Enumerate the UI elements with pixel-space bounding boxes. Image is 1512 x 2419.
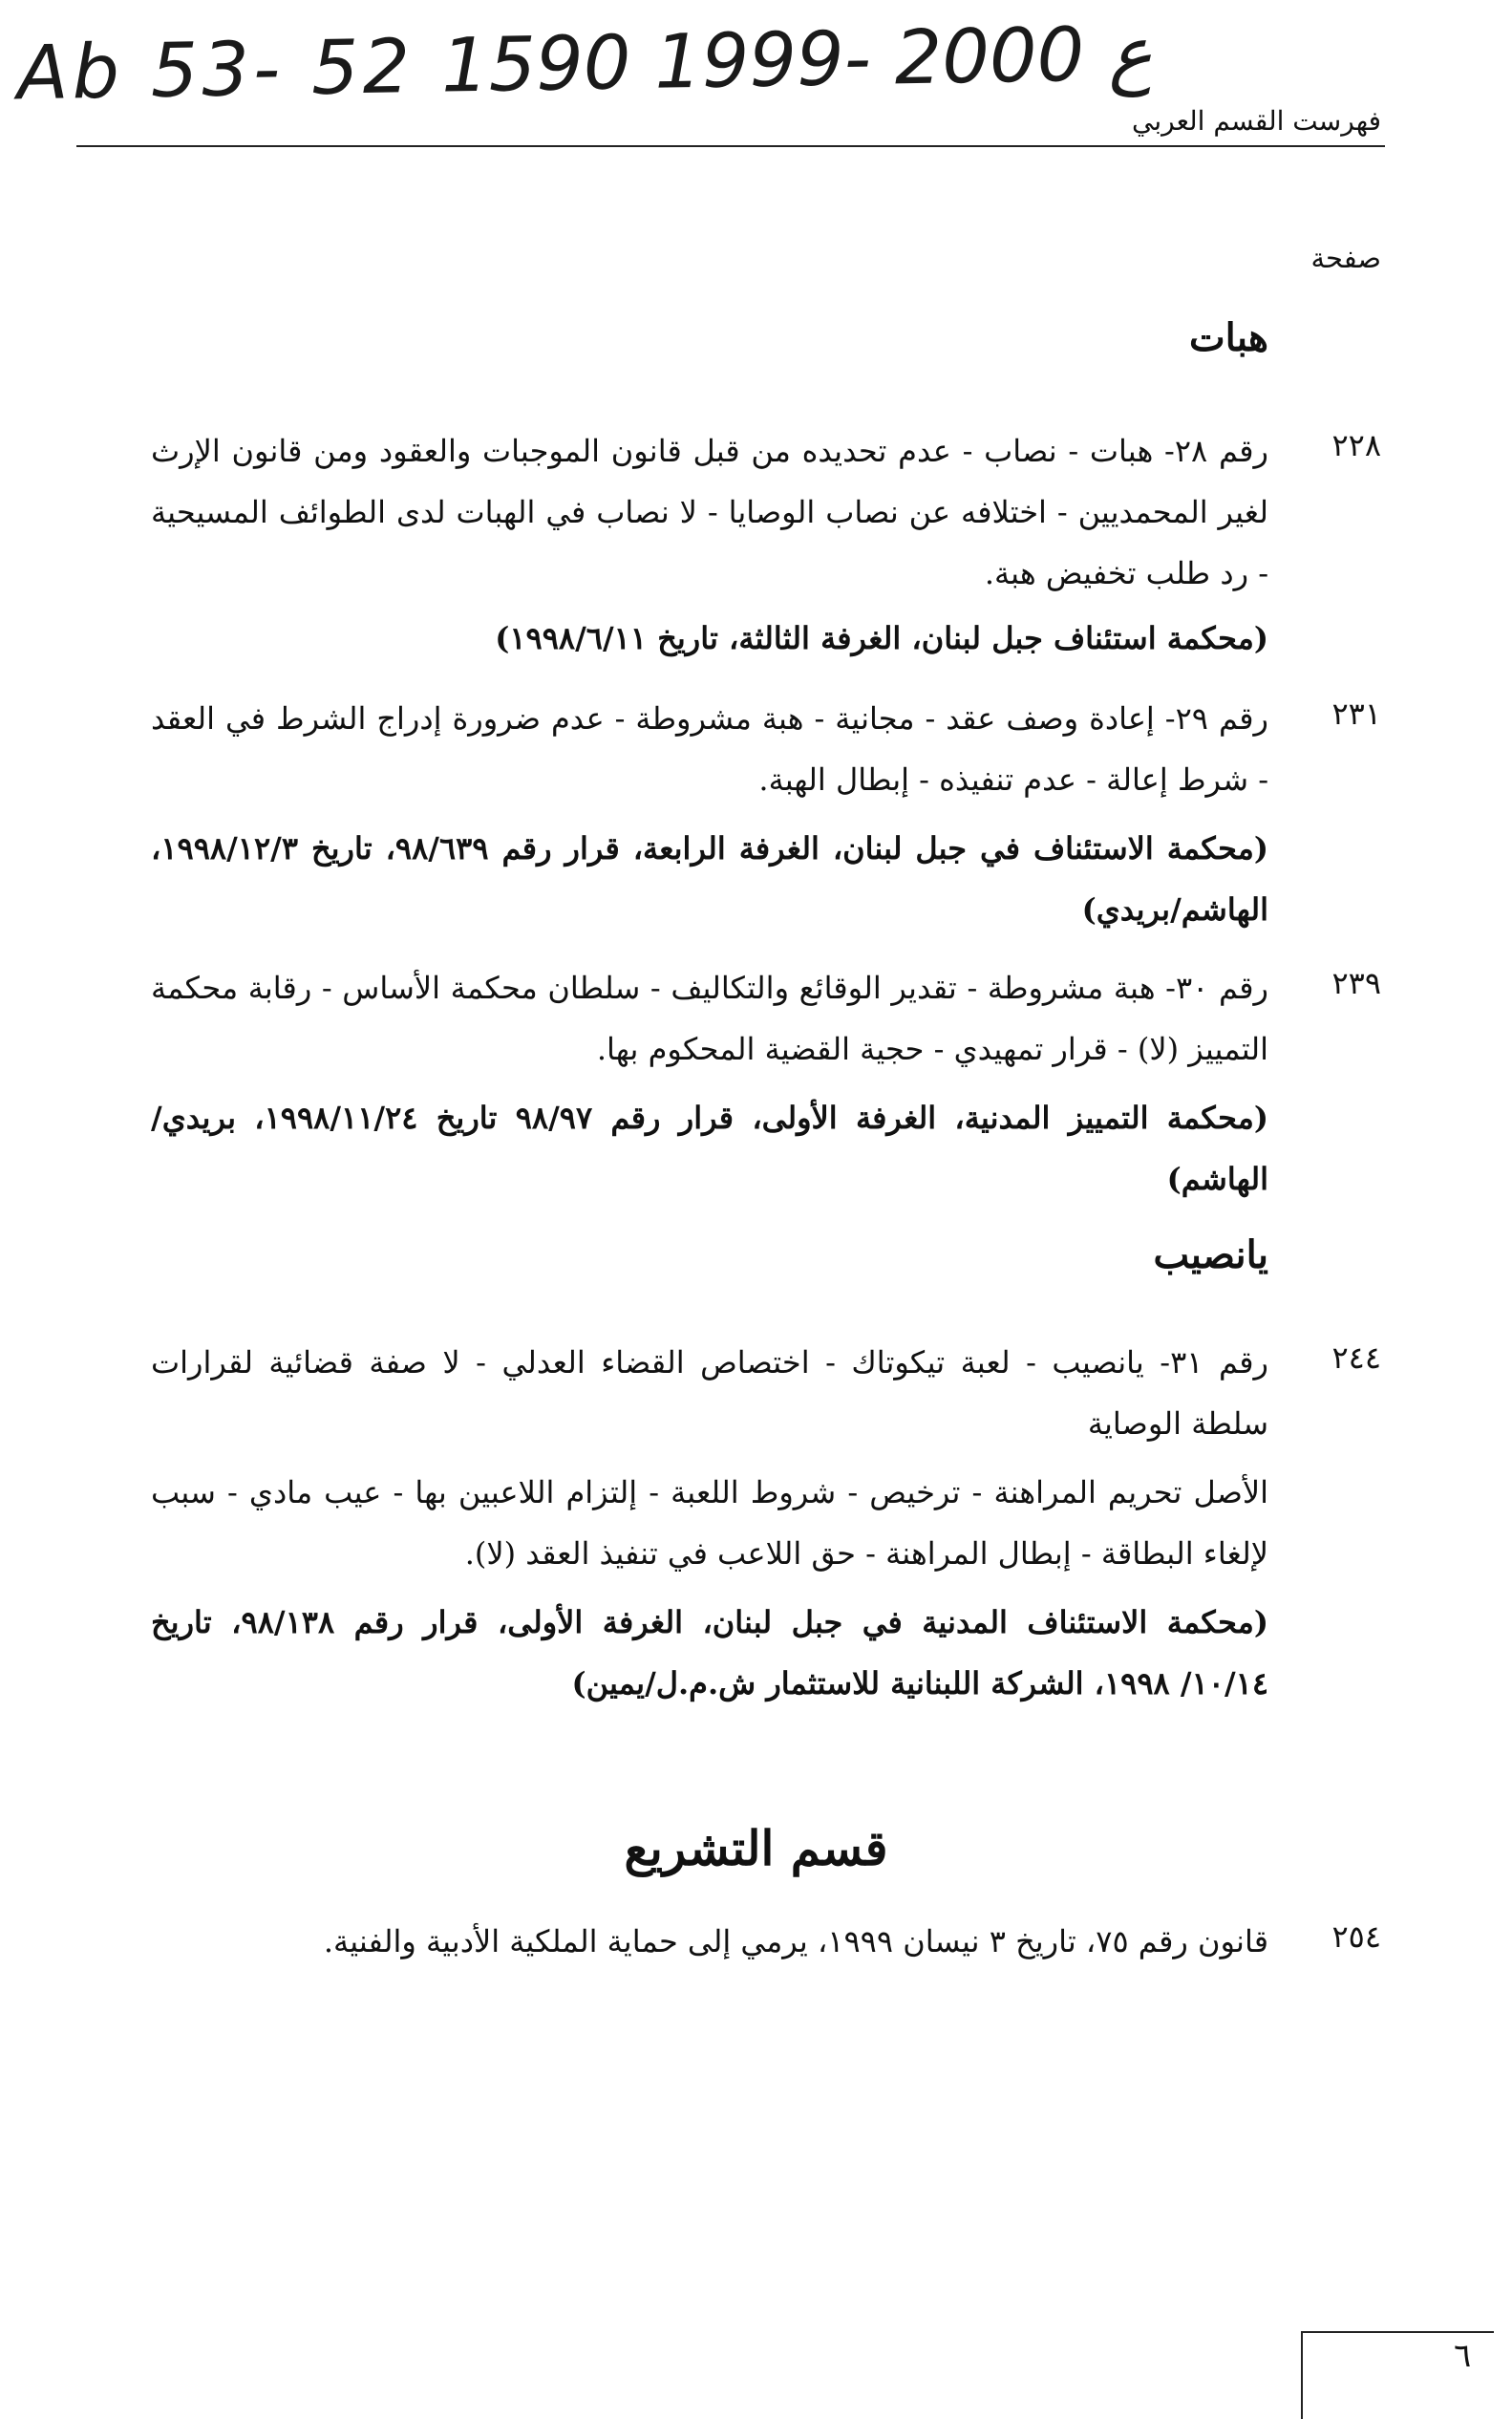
entry-court-citation: (محكمة الاستئناف في جبل لبنان، الغرفة الرابعة، قرار رقم ٩٨/٦٣٩، تاريخ ١٩٩٨/١٢/٣، الهاشم/بريدي) <box>151 830 1269 928</box>
section-title-legislation: قسم التشريع <box>624 1820 888 1876</box>
header-title: فهرست القسم العربي <box>1132 105 1381 137</box>
entry-text: رقم ٣٠- هبة مشروطة - تقدير الوقائع والتكاليف - سلطان محكمة الأساس - رقابة محكمة التمييز (لا) - قرار تمهيدي - حجية القضية المحكوم بها. <box>151 970 1269 1067</box>
entry-page-number: ٢٣١ <box>1331 696 1381 732</box>
handwritten-annotation: Ab 53- 52 ع 2000 -1999 1590 <box>16 11 1154 118</box>
entry-page-number: ٢٢٨ <box>1331 427 1381 463</box>
header-rule <box>76 145 1385 147</box>
entry-text: رقم ٣١- يانصيب - لعبة تيكوتاك - اختصاص القضاء العدلي - لا صفة قضائية لقرارات سلطة الوصاية <box>151 1344 1269 1442</box>
entry-page-number: ٢٤٤ <box>1331 1339 1381 1376</box>
section-heading-gifts: هبات <box>1188 315 1268 360</box>
entry-text: رقم ٢٨- هبات - نصاب - عدم تحديده من قبل قانون الموجبات والعقود ومن قانون الإرث لغير المحمديين - اختلافه عن نصاب الوصايا - لا نصاب في الهبات لدى الطوائف المسيحية - رد طلب تخفيض هبة. <box>151 433 1269 591</box>
section-heading-lottery: يانصيب <box>1153 1232 1268 1277</box>
entry-court-citation: (محكمة التمييز المدنية، الغرفة الأولى، قرار رقم ٩٨/٩٧ تاريخ ١٩٩٨/١١/٢٤، بريدي/ الهاشم) <box>151 1100 1269 1197</box>
page-number: ٦ <box>1454 2337 1472 2375</box>
entry-court-citation: (محكمة استئناف جبل لبنان، الغرفة الثالثة، تاريخ ١٩٩٨/٦/١١) <box>495 620 1268 656</box>
entry-court-citation: (محكمة الاستئناف المدنية في جبل لبنان، الغرفة الأولى، قرار رقم ٩٨/١٣٨، تاريخ ١٠/١٤/ ١٩٩٨، الشركة اللبنانية للاستثمار ش.م.ل/يمين) <box>151 1604 1269 1702</box>
entry-text: قانون رقم ٧٥، تاريخ ٣ نيسان ١٩٩٩، يرمي إلى حماية الملكية الأدبية والفنية. <box>323 1923 1268 1959</box>
page-column-label: صفحة <box>1310 242 1381 274</box>
entry-text: رقم ٢٩- إعادة وصف عقد - مجانية - هبة مشروطة - عدم ضرورة إدراج الشرط في العقد - شرط إعالة - عدم تنفيذه - إبطال الهبة. <box>151 700 1269 798</box>
entry-page-number: ٢٣٩ <box>1331 965 1381 1001</box>
entry-text-continued: الأصل تحريم المراهنة - ترخيص - شروط اللعبة - إلتزام اللاعبين بها - عيب مادي - سبب لإلغاء البطاقة - إبطال المراهنة - حق اللاعب في تنفيذ العقد (لا). <box>151 1474 1268 1572</box>
entry-page-number: ٢٥٤ <box>1331 1918 1381 1955</box>
